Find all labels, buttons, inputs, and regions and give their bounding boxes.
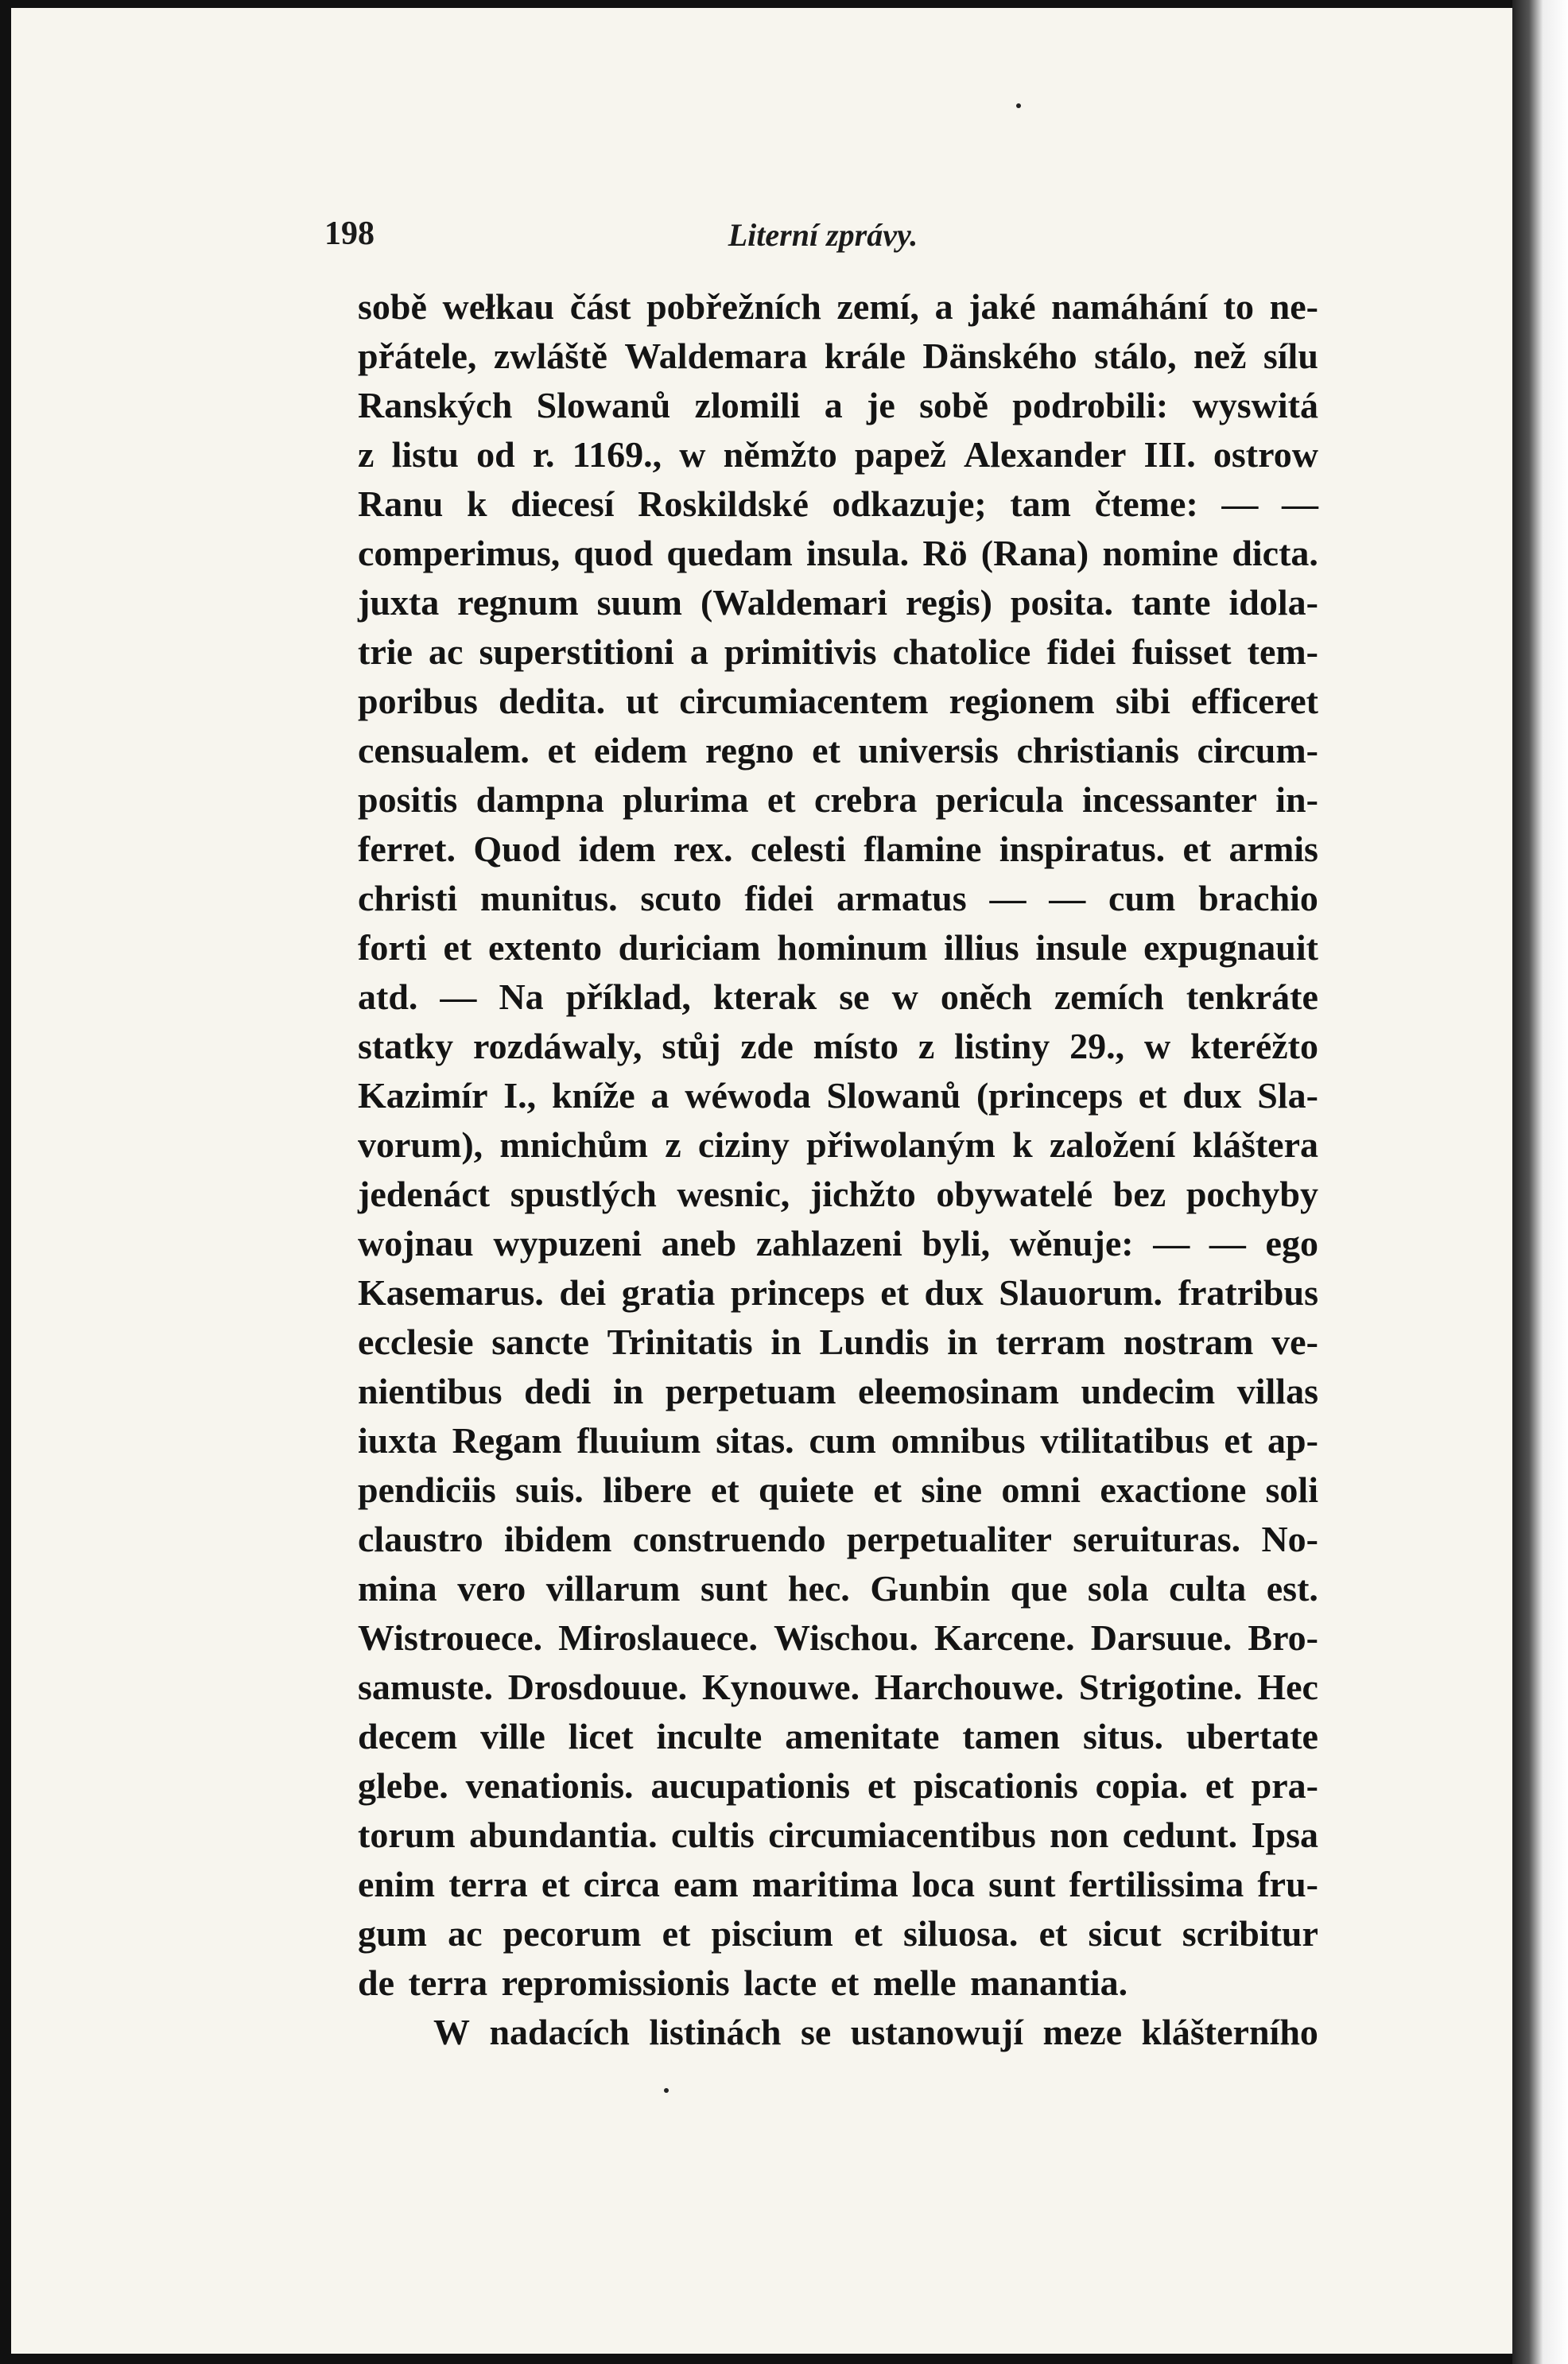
text-line: christi munitus. scuto fidei armatus — — cum brachio: [358, 878, 1318, 918]
text-line: iuxta Regam fluuium sitas. cum omnibus vtilitatibus et ap-: [358, 1420, 1318, 1461]
running-title: Literní zprávy.: [728, 217, 918, 253]
text-line: Ranu k diecesí Roskildské odkazuje; tam čteme: — —: [358, 483, 1318, 524]
text-line: comperimus, quod quedam insula. Rö (Rana) nomine dicta.: [358, 533, 1318, 573]
text-line: vorum), mnichům z ciziny přiwolaným k založení kláštera: [358, 1124, 1318, 1165]
text-line: W nadacích listinách se ustanowují meze klášterního: [433, 2012, 1318, 2052]
text-line: enim terra et circa eam maritima loca sunt fertilissima fru-: [358, 1864, 1318, 1904]
text-line: poribus dedita. ut circumiacentem regionem sibi efficeret: [358, 681, 1318, 721]
ink-speck: [1016, 103, 1021, 108]
text-line: de terra repromissionis lacte et melle manantia.: [358, 1962, 1128, 2003]
text-line: samuste. Drosdouue. Kynouwe. Harchouwe. Strigotine. Hec: [358, 1667, 1318, 1707]
text-line: atd. — Na příklad, kterak se w oněch zemích tenkráte: [358, 976, 1318, 1017]
text-line: Ranských Slowanů zlomili a je sobě podrobili: wyswitá: [358, 385, 1318, 425]
text-line: gum ac pecorum et piscium et siluosa. et sicut scribitur: [358, 1913, 1318, 1954]
text-line: forti et extento duriciam hominum illius insule expugnauit: [358, 927, 1318, 968]
text-line: Kasemarus. dei gratia princeps et dux Slauorum. fratribus: [358, 1272, 1318, 1313]
text-line: torum abundantia. cultis circumiacentibus non cedunt. Ipsa: [358, 1815, 1318, 1855]
scan-right-edge: [1512, 0, 1568, 2364]
text-line: z listu od r. 1169., w němžto papež Alexander III. ostrow: [358, 434, 1318, 475]
body-text: [358, 282, 1318, 2057]
text-line: juxta regnum suum (Waldemari regis) posita. tante idola-: [358, 582, 1318, 623]
text-line: sobě wełkau část pobřežních zemí, a jaké namáhání to ne-: [358, 286, 1318, 327]
text-line: Wistrouece. Miroslauece. Wischou. Karcene. Darsuue. Bro-: [358, 1617, 1318, 1658]
text-line: jedenáct spustlých wesnic, jichžto obywatelé bez pochyby: [358, 1174, 1318, 1214]
text-line: pendiciis suis. libere et quiete et sine omni exactione soli: [358, 1469, 1318, 1510]
page-header: [324, 215, 1322, 262]
text-line: nientibus dedi in perpetuam eleemosinam undecim villas: [358, 1371, 1318, 1411]
text-line: mina vero villarum sunt hec. Gunbin que sola culta est.: [358, 1568, 1318, 1609]
text-line: decem ville licet inculte amenitate tamen situs. ubertate: [358, 1716, 1318, 1757]
text-line: Kazimír I., kníže a wéwoda Slowanů (princeps et dux Sla-: [358, 1075, 1318, 1116]
page-number: 198: [324, 215, 375, 252]
text-line: trie ac superstitioni a primitivis chatolice fidei fuisset tem-: [358, 631, 1318, 672]
text-line: přátele, zwláště Waldemara krále Dänského stálo, než sílu: [358, 336, 1318, 376]
text-line: ferret. Quod idem rex. celesti flamine inspiratus. et armis: [358, 829, 1318, 869]
text-line: wojnau wypuzeni aneb zahlazeni byli, wěnuje: — — ego: [358, 1223, 1318, 1264]
text-line: glebe. venationis. aucupationis et piscationis copia. et pra-: [358, 1765, 1318, 1806]
text-line: ecclesie sancte Trinitatis in Lundis in terram nostram ve-: [358, 1322, 1318, 1362]
ink-speck: [664, 2088, 669, 2093]
text-line: censualem. et eidem regno et universis christianis circum-: [358, 730, 1318, 771]
text-line: statky rozdáwaly, stůj zde místo z listiny 29., w kteréžto: [358, 1026, 1318, 1066]
text-line: claustro ibidem construendo perpetualiter seruituras. No-: [358, 1519, 1318, 1559]
text-line: positis dampna plurima et crebra pericula incessanter in-: [358, 779, 1318, 820]
